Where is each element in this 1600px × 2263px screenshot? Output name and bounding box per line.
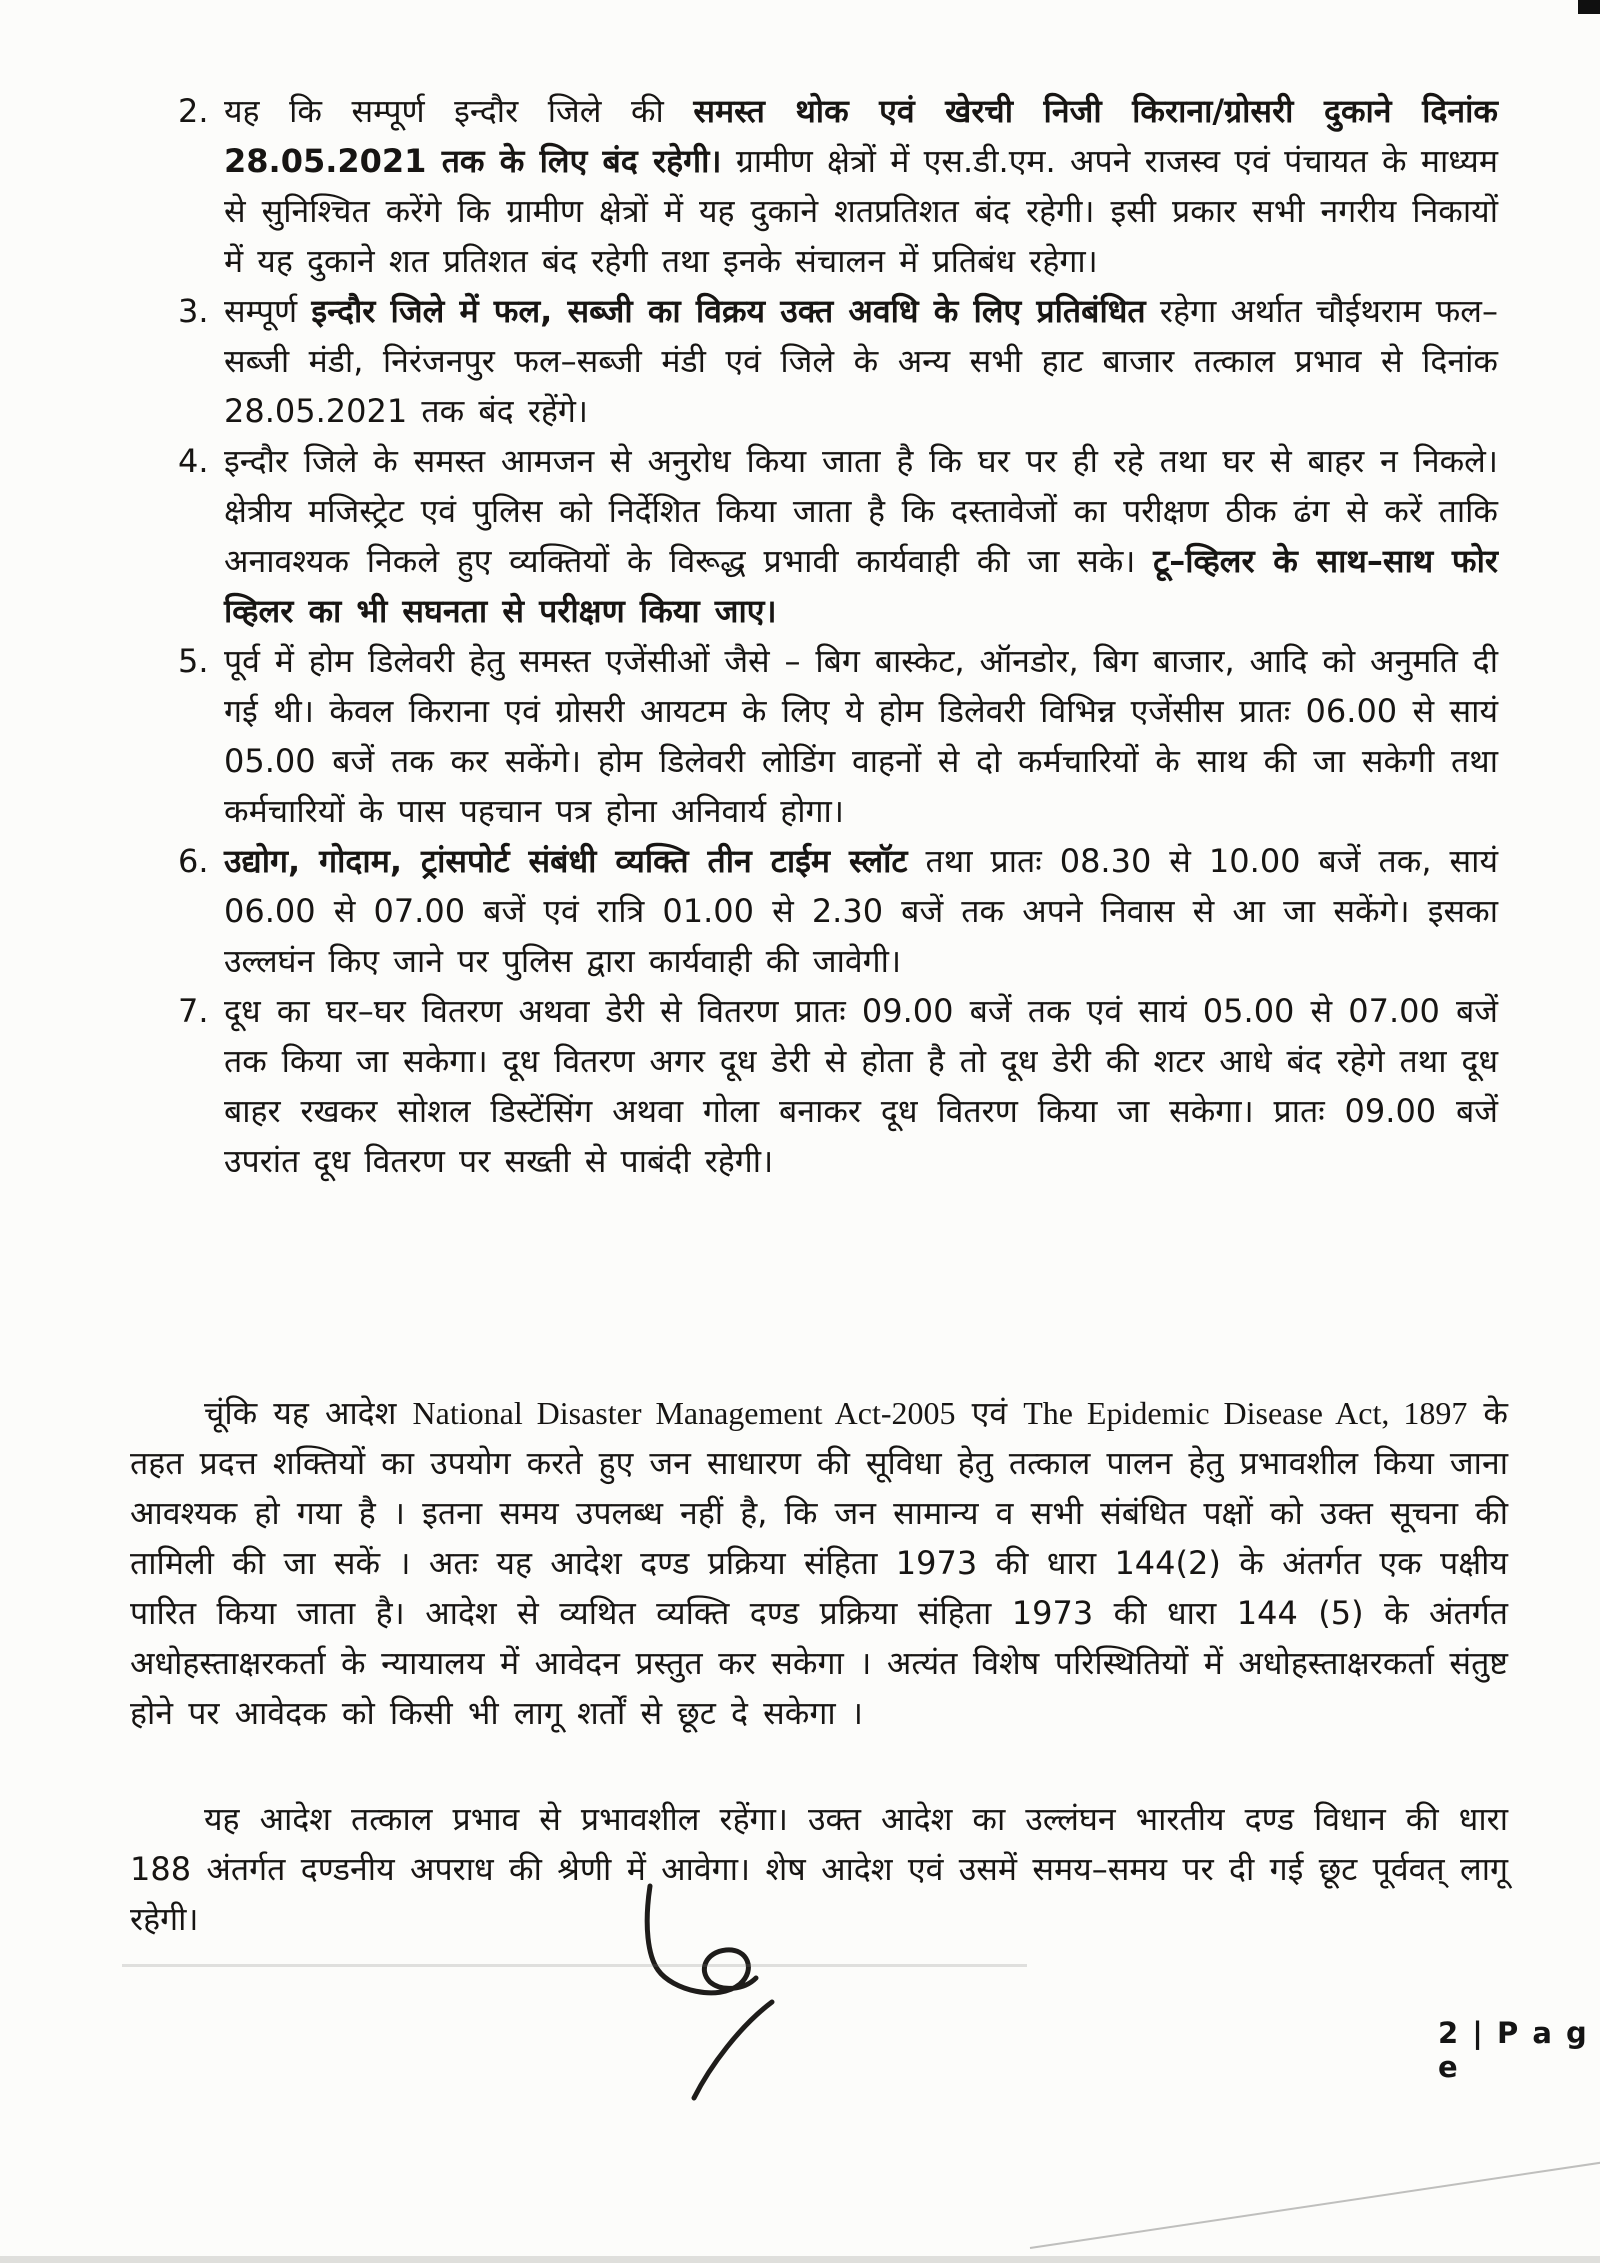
body-text: The Epidemic Disease Act, 1897 (1023, 1395, 1468, 1431)
order-item (178, 836, 1498, 986)
scan-bottom-edge-artifact (0, 2256, 1600, 2263)
order-item (178, 986, 1498, 1186)
item-number: 3. (178, 292, 209, 330)
body-text: यह आदेश तत्काल प्रभाव से प्रभावशील रहेंगा। उक्त आदेश का उल्लंघन भारतीय दण्ड विधान की धारा 188 अंतर्गत दण्डनीय अपराध की श्रेणी में आवेगा। शेष आदेश एवं उसमें समय–समय पर दी गई छूट पूर्ववत् लागू रहेगी। (130, 1800, 1508, 1938)
handwritten-signature-icon (598, 1868, 818, 2108)
body-text: National Disaster Management Act-2005 (412, 1395, 956, 1431)
order-item (178, 636, 1498, 836)
body-text: यह कि सम्पूर्ण इन्दौर जिले की (224, 92, 694, 130)
item-number: 2. (178, 92, 209, 130)
item-number: 5. (178, 642, 209, 680)
body-text: ग्रामीण क्षेत्रों में एस.डी.एम. अपने राजस्व एवं पंचायत के माध्यम से सुनिश्चित करेंगे कि ग्रामीण क्षेत्रों में यह दुकाने शतप्रतिशत बंद रहेगी। इसी प्रकार सभी नगरीय निकायों में यह दुकाने शत प्रतिशत बंद रहेगी तथा इनके संचालन में प्रतिबंध रहेगा। (224, 142, 1498, 280)
order-list (178, 86, 1498, 1186)
emphasized-text: उद्योग, गोदाम, ट्रांसपोर्ट संबंधी व्यक्ति तीन टाईम स्लॉट (224, 842, 908, 880)
order-item (178, 436, 1498, 636)
emphasized-text: इन्दौर जिले में फल, सब्जी का विक्रय उक्त अवधि के लिए प्रतिबंधित (311, 292, 1146, 330)
emphasized-text: समस्त थोक एवं खेरची निजी किराना/ग्रोसरी दुकाने दिनांक 28.05.2021 तक के लिए बंद रहेगी। (224, 92, 1498, 180)
item-text (224, 286, 1498, 436)
item-text (224, 436, 1498, 636)
item-text (224, 986, 1498, 1186)
item-text (224, 86, 1498, 286)
order-paragraphs (130, 1388, 1508, 1944)
item-number: 4. (178, 442, 209, 480)
body-text: रहेगा अर्थात चौईथराम फल–सब्जी मंडी, निरंजनपुर फल–सब्जी मंडी एवं जिले के अन्य सभी हाट बाजार तत्काल प्रभाव से दिनांक 28.05.2021 तक बंद रहेंगे। (224, 292, 1498, 430)
body-text: इन्दौर जिले के समस्त आमजन से अनुरोध किया जाता है कि घर पर ही रहे तथा घर से बाहर न निकले। क्षेत्रीय मजिस्ट्रेट एवं पुलिस को निर्देशित किया जाता है कि दस्तावेजों का परीक्षण ठीक ढंग से करें ताकि अनावश्यक निकले हुए व्यक्तियों के विरूद्ध प्रभावी कार्यवाही की जा सके। (224, 442, 1498, 580)
scan-line-artifact (122, 1964, 1027, 1967)
order-item (178, 286, 1498, 436)
body-text: पूर्व में होम डिलेवरी हेतु समस्त एजेंसीओं जैसे – बिग बास्केट, ऑनडोर, बिग बाजार, आदि को अनुमति दी गई थी। केवल किराना एवं ग्रोसरी आयटम के लिए ये होम डिलेवरी विभिन्न एजेंसीस प्रातः 06.00 से सायं 05.00 बजें तक कर सकेंगे। होम डिलेवरी लोडिंग वाहनों से दो कर्मचारियों के साथ की जा सकेगी तथा कर्मचारियों के पास पहचान पत्र होना अनिवार्य होगा। (224, 642, 1498, 830)
item-number: 6. (178, 842, 209, 880)
body-text: सम्पूर्ण (224, 292, 312, 330)
item-text (224, 636, 1498, 836)
body-text: के तहत प्रदत्त शक्तियों का उपयोग करते हुए जन साधारण की सूविधा हेतु तत्काल पालन हेतु प्रभावशील किया जाना आवश्यक हो गया है । इतना समय उपलब्ध नहीं है, कि जन सामान्य व सभी संबंधित पक्षों को उक्त सूचना की तामिली की जा सकें । अतः यह आदेश दण्ड प्रक्रिया संहिता 1973 की धारा 144(2) के अंतर्गत एक पक्षीय पारित किया जाता है। आदेश से व्यथित व्यक्ति दण्ड प्रक्रिया संहिता 1973 की धारा 144 (5) के अंतर्गत अधोहस्ताक्षरकर्ता के न्यायालय में आवेदन प्रस्तुत कर सकेगा । अत्यंत विशेष परिस्थितियों में अधोहस्ताक्षरकर्ता संतुष्ट होने पर आवेदक को किसी भी लागू शर्तों से छूट दे सकेगा । (130, 1394, 1509, 1732)
scan-corner-artifact (1578, 0, 1600, 14)
order-item (178, 86, 1498, 286)
body-text: चूंकि यह आदेश (204, 1394, 413, 1432)
scan-diagonal-artifact (1030, 2160, 1600, 2249)
body-text: एवं (955, 1394, 1024, 1432)
order-paragraph (130, 1388, 1508, 1738)
body-text: दूध का घर–घर वितरण अथवा डेरी से वितरण प्रातः 09.00 बजें तक एवं सायं 05.00 से 07.00 बजें तक किया जा सकेगा। दूध वितरण अगर दूध डेरी से होता है तो दूध डेरी की शटर आधे बंद रहेगे तथा दूध बाहर रखकर सोशल डिस्टेंसिंग अथवा गोला बनाकर दूध वितरण किया जा सकेगा। प्रातः 09.00 बजें उपरांत दूध वितरण पर सख्ती से पाबंदी रहेगी। (224, 992, 1498, 1180)
item-text (224, 836, 1498, 986)
emphasized-text: टू–व्हिलर के साथ–साथ फोर व्हिलर का भी सघनता से परीक्षण किया जाए। (224, 542, 1498, 630)
item-number: 7. (178, 992, 209, 1030)
body-text: तथा प्रातः 08.30 से 10.00 बजें तक, सायं 06.00 से 07.00 बजें एवं रात्रि 01.00 से 2.30 बजें तक अपने निवास से आ जा सकेंगे। इसका उल्लघंन किए जाने पर पुलिस द्वारा कार्यवाही की जावेगी। (224, 842, 1498, 980)
order-paragraph (130, 1794, 1508, 1944)
page-number: 2 | P a g e (1438, 2016, 1589, 2084)
